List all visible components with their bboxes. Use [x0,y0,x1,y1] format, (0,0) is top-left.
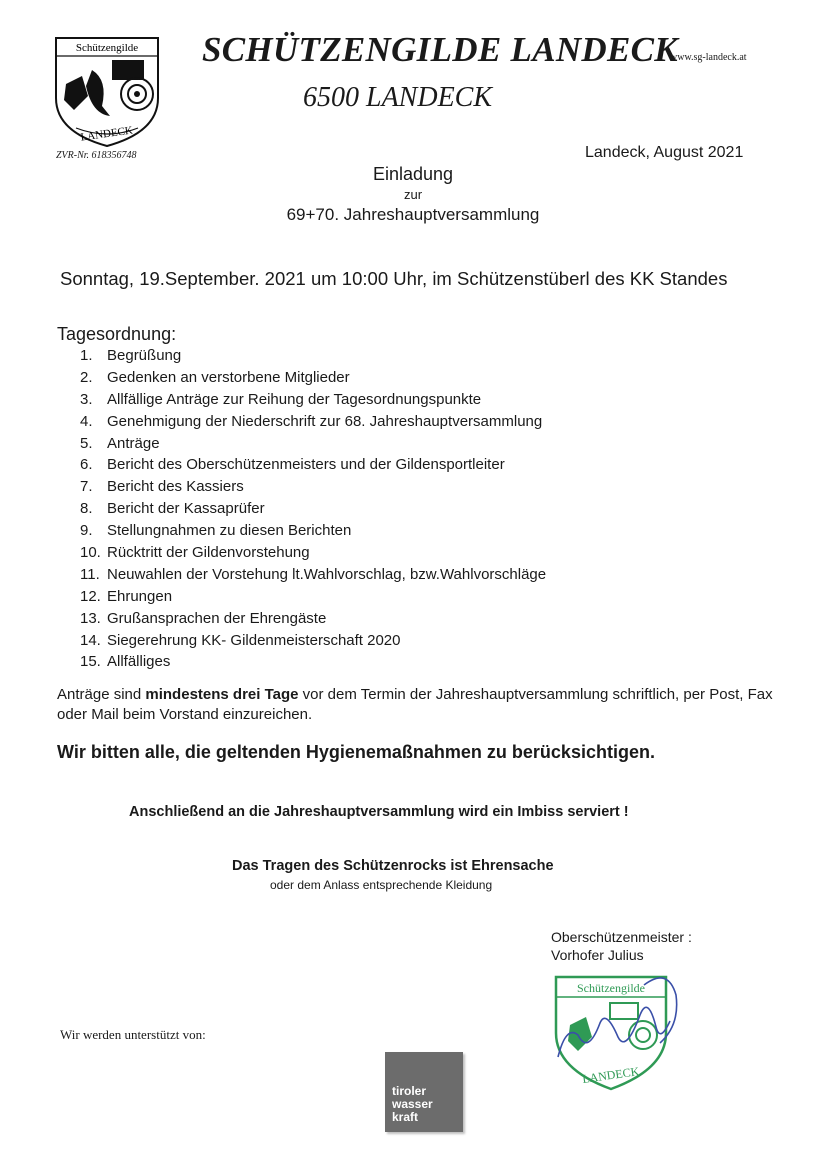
agenda-item: 8. Bericht der Kassaprüfer [80,500,265,518]
agenda-item: 4. Genehmigung der Niederschrift zur 68. Jahreshauptversammlung [80,412,543,430]
agenda-item: 1. Begrüßung [80,347,182,364]
snack-notice: Anschließend an die Jahreshauptversammlung wird ein Imbiss serviert ! [129,804,629,820]
hygiene-notice: Wir bitten alle, die geltenden Hygienemaßnahmen zu berücksichtigen. [57,742,655,762]
place-date: Landeck, August 2021 [585,144,744,161]
agenda-item: 6. Bericht des Oberschützenmeisters und der Gildensportleiter [80,456,505,474]
dress-code: Das Tragen des Schützenrocks ist Ehrensache [232,858,554,874]
invitation-zur: zur [403,187,423,202]
signer-role: Oberschützenmeister : [551,929,692,945]
agenda-item: 15. Allfälliges [80,653,171,671]
agenda-item: 11. Neuwahlen der Vorstehung lt.Wahlvorschlag, bzw.Wahlvorschläge [80,565,547,583]
club-stamp [548,965,683,1093]
agenda-item: 5. Anträge [80,434,160,452]
club-title: SCHÜTZENGILDE LANDECK [202,30,678,69]
stamp-top-text: Schützengilde [577,981,645,995]
agenda-item: 12. Ehrungen [80,587,173,605]
agenda-item: 2. Gedenken an verstorbene Mitglieder [80,368,350,386]
zvr-number: ZVR-Nr. 618356748 [56,150,137,161]
meeting-details: Sonntag, 19.September. 2021 um 10:00 Uhr, im Schützenstüberl des KK Standes [60,268,728,289]
sponsor-label: Wir werden unterstützt von: [60,1027,206,1042]
agenda-item: 13. Grußansprachen der Ehrengäste [80,609,327,627]
invitation-title: Einladung [372,164,454,184]
logo-top-text: Schützengilde [75,42,139,54]
invitation-event: 69+70. Jahreshauptversammlung [286,205,540,224]
agenda-item: 14. Siegerehrung KK- Gildenmeisterschaft 2020 [80,631,401,649]
agenda-item: 7. Bericht des Kassiers [80,478,244,496]
agenda-item: 10. Rücktritt der Gildenvorstehung [80,544,310,562]
submission-notice: Anträge sind mindestens drei Tage vor dem Termin der Jahreshauptversammlung schriftlich, per Post, Fax oder Mail beim Vorstand einzureichen. [57,686,773,723]
signer-name: Vorhofer Julius [551,947,644,963]
agenda-list [80,347,546,675]
dress-code-sub: oder dem Anlass entsprechende Kleidung [270,878,493,892]
agenda-item: 3. Allfällige Anträge zur Reihung der Tagesordnungspunkte [80,390,482,408]
agenda-item: 9. Stellungnahmen zu diesen Berichten [80,522,352,540]
sponsor-logo: tiroler wasser kraft [385,1052,463,1132]
club-website: www.sg-landeck.at [670,52,747,63]
logo-bottom-text: LANDECK [79,124,134,144]
club-city: 6500 LANDECK [303,82,493,113]
club-crest-logo [52,36,162,148]
agenda-heading: Tagesordnung: [57,324,177,344]
stamp-bottom-text: LANDECK [581,1064,641,1086]
